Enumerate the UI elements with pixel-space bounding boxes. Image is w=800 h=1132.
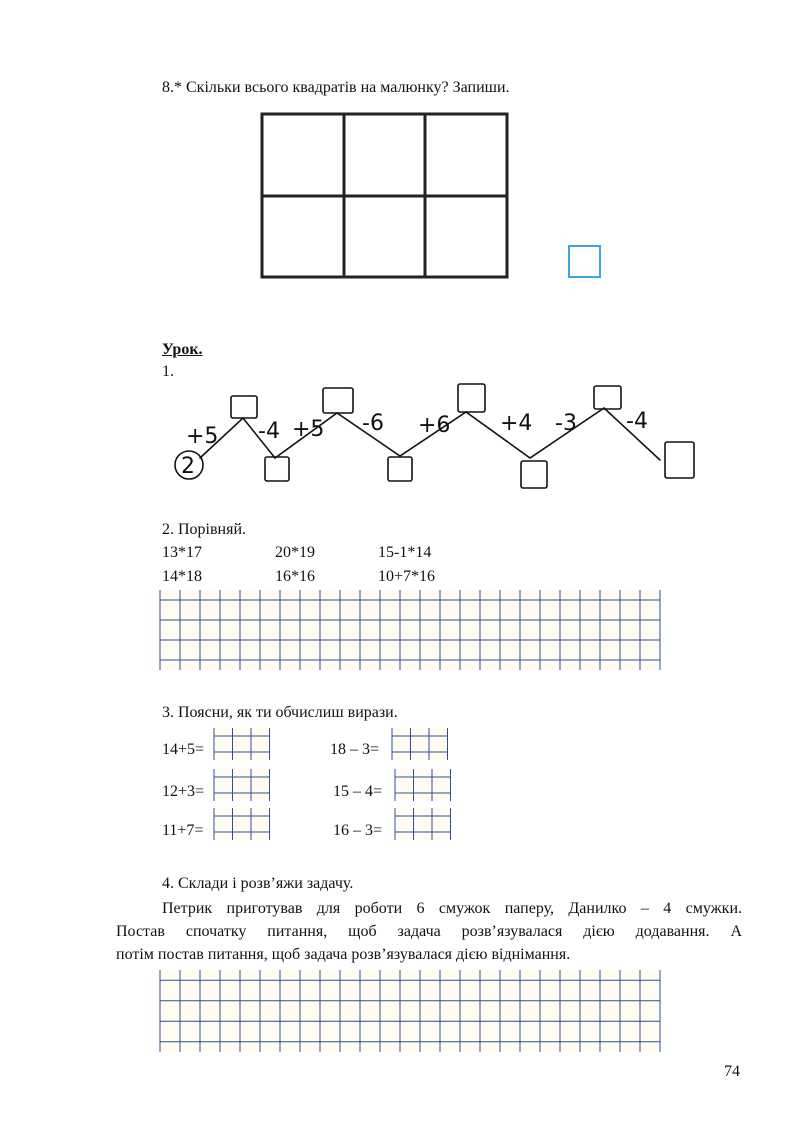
chain-box-top-1 bbox=[231, 396, 257, 418]
chain-op-7: -3 bbox=[555, 411, 577, 436]
chain-box-bottom-2 bbox=[388, 457, 412, 481]
task3-answer-box-1[interactable] bbox=[214, 728, 270, 760]
task2-title: 2. Порівняй. bbox=[162, 521, 247, 538]
grid-background bbox=[214, 769, 270, 801]
grid-background bbox=[160, 970, 660, 1052]
grid-background bbox=[214, 728, 270, 760]
chain-op-8: -4 bbox=[626, 409, 648, 434]
task3-title: 3. Поясни, як ти обчислиш вирази. bbox=[162, 704, 398, 721]
task2-r1c2: 20*19 bbox=[275, 544, 315, 561]
chain-op-2: -4 bbox=[258, 419, 280, 444]
task3-answer-box-6[interactable] bbox=[395, 808, 451, 840]
chain-box-bottom-3 bbox=[521, 461, 547, 488]
task2-r2c3: 10+7*16 bbox=[378, 568, 436, 585]
chain-op-1: +5 bbox=[186, 424, 219, 449]
task3-left-1: 14+5= bbox=[162, 741, 205, 758]
task3-left-3: 11+7= bbox=[162, 822, 204, 839]
task3-answer-box-5[interactable] bbox=[395, 769, 451, 801]
task4-title: 4. Склади і розв’яжи задачу. bbox=[162, 875, 354, 892]
lesson-heading: Урок. bbox=[162, 341, 203, 358]
chain-box-bottom-4 bbox=[665, 442, 694, 478]
task4-answer-grid[interactable] bbox=[160, 970, 660, 1052]
chain-op-5: +6 bbox=[418, 413, 451, 438]
task1-number: 1. bbox=[162, 363, 174, 380]
task3-answer-box-4[interactable] bbox=[392, 728, 448, 760]
task2-r2c1: 14*18 bbox=[162, 568, 202, 585]
task2-answer-grid[interactable] bbox=[160, 590, 660, 670]
task3-right-1: 18 – 3= bbox=[330, 741, 380, 758]
page-number: 74 bbox=[724, 1063, 740, 1080]
task4-problem-text bbox=[116, 897, 742, 966]
task8-text: 8.* Скільки всього квадратів на малюнку? Запиши. bbox=[162, 79, 510, 96]
grid-background bbox=[395, 769, 451, 801]
chain-box-top-4 bbox=[594, 386, 621, 409]
chain-op-4: -6 bbox=[362, 411, 384, 436]
chain-box-top-2 bbox=[323, 388, 353, 413]
chain-box-top-3 bbox=[458, 384, 485, 412]
grid-background bbox=[395, 808, 451, 840]
grid-background bbox=[214, 808, 270, 840]
task2-r1c1: 13*17 bbox=[162, 544, 202, 561]
task3-left-2: 12+3= bbox=[162, 783, 205, 800]
task4-line-1: Петрик приготував для роботи 6 смужок паперу, Данилко – 4 смужки. bbox=[162, 900, 742, 917]
grid-background bbox=[160, 590, 660, 670]
task2-r1c3: 15-1*14 bbox=[378, 544, 432, 561]
task2-r2c2: 16*16 bbox=[275, 568, 315, 585]
task4-line-3: потім постав питання, щоб задача розв’язувалася дією віднімання. bbox=[116, 946, 571, 963]
chain-op-6: +4 bbox=[500, 411, 533, 436]
chain-start-value: 2 bbox=[181, 454, 195, 479]
task3-right-2: 15 – 4= bbox=[333, 783, 383, 800]
task3-answer-box-3[interactable] bbox=[214, 808, 270, 840]
task4-line-2: Постав спочатку питання, щоб задача розв’язувалася дією додавання. А bbox=[116, 923, 742, 940]
chain-op-3: +5 bbox=[292, 417, 325, 442]
task3-right-3: 16 – 3= bbox=[333, 822, 383, 839]
task3-answer-box-2[interactable] bbox=[214, 769, 270, 801]
chain-box-bottom-1 bbox=[265, 457, 289, 481]
grid-background bbox=[392, 728, 448, 760]
